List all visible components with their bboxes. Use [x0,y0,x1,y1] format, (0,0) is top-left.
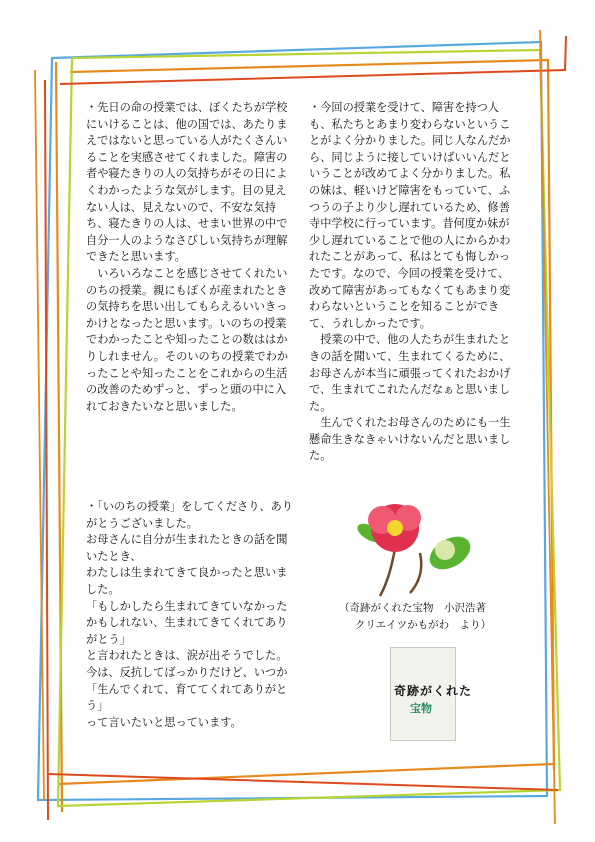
book-cover-title: 奇跡がくれた [394,684,473,698]
book-citation: （奇跡がくれた宝物 小沢浩著 クリエイツかもがわ より） [339,602,492,631]
book-cover-image [390,647,473,741]
student-comment-2: ・「いのちの授業」をしてくださり、ありがとうございました。 お母さんに自分が生まれたときの話を聞いたとき、 わたしは生まれてきて良かったと思いました。 「もしかしたら生まれてきていなかったかもしれない、生まれてきてくれてありがとう」 と言われたときは、涙が出そうでした。今は、反抗してばっかりだけど、いつか 「生んでくれて、育ててくれてありがとう」 って言いたいと思っています。 [86,500,293,729]
student-comment-3: ・今回の授業を受けて、障害を持つ人も、私たちとあまり変わらないということがよく分かりました。同じ人なんだから、同じように接していけばいいんだということが改めてよく分かりました。私の妹は、軽いけど障害をもっていて、ふつうの子より少し遅れているため、修善寺中学校に行っています。昔何度か妹が少し遅れていることで他の人にからかわれたことがあって、私はとても悔しかったです。なので、今回の授業を受けて、改めて障害があってもなくてもあまり変わらないということを知ることができて、うれしかったです。 授業の中で、他の人たちが生まれたときの話を聞いて、生まれてくるために、お母さんが本当に頑張ってくれたおかげで、生まれてこれたんだなぁと思いました。 生んでくれたお母さんのためにも一生懸命生きなきゃいけないんだと思いました。 [309,101,511,463]
book-cover-subtitle: 宝物 [410,702,432,715]
camellia-flower-illustration [350,498,480,598]
student-comment-1: ・先日の命の授業では、ぼくたちが学校にいけることは、他の国では、あたりまえではないと思っている人がたくさんいることを実感させてくれました。障害の者や寝たきりの人の気持ちがその日によくわかったような気がします。目の見えない人は、見えないので、不安な気持ち、寝たきりの人は、せまい世界の中で自分一人のようなさびしい気持ちが理解できたと思います。 いろいろなことを感じさせてくれたいのちの授業。親にもぼくが産まれたときの気持ちを思い出してもらえるいいきっかけとなったと思います。いのちの授業でわかったことや知ったことの数ははかりしれません。そのいのちの授業でわかったことや知ったことをこれからの生活の改善のためずっと、ずっと頭の中に入れておきたいなと思いました。 [86,101,289,413]
